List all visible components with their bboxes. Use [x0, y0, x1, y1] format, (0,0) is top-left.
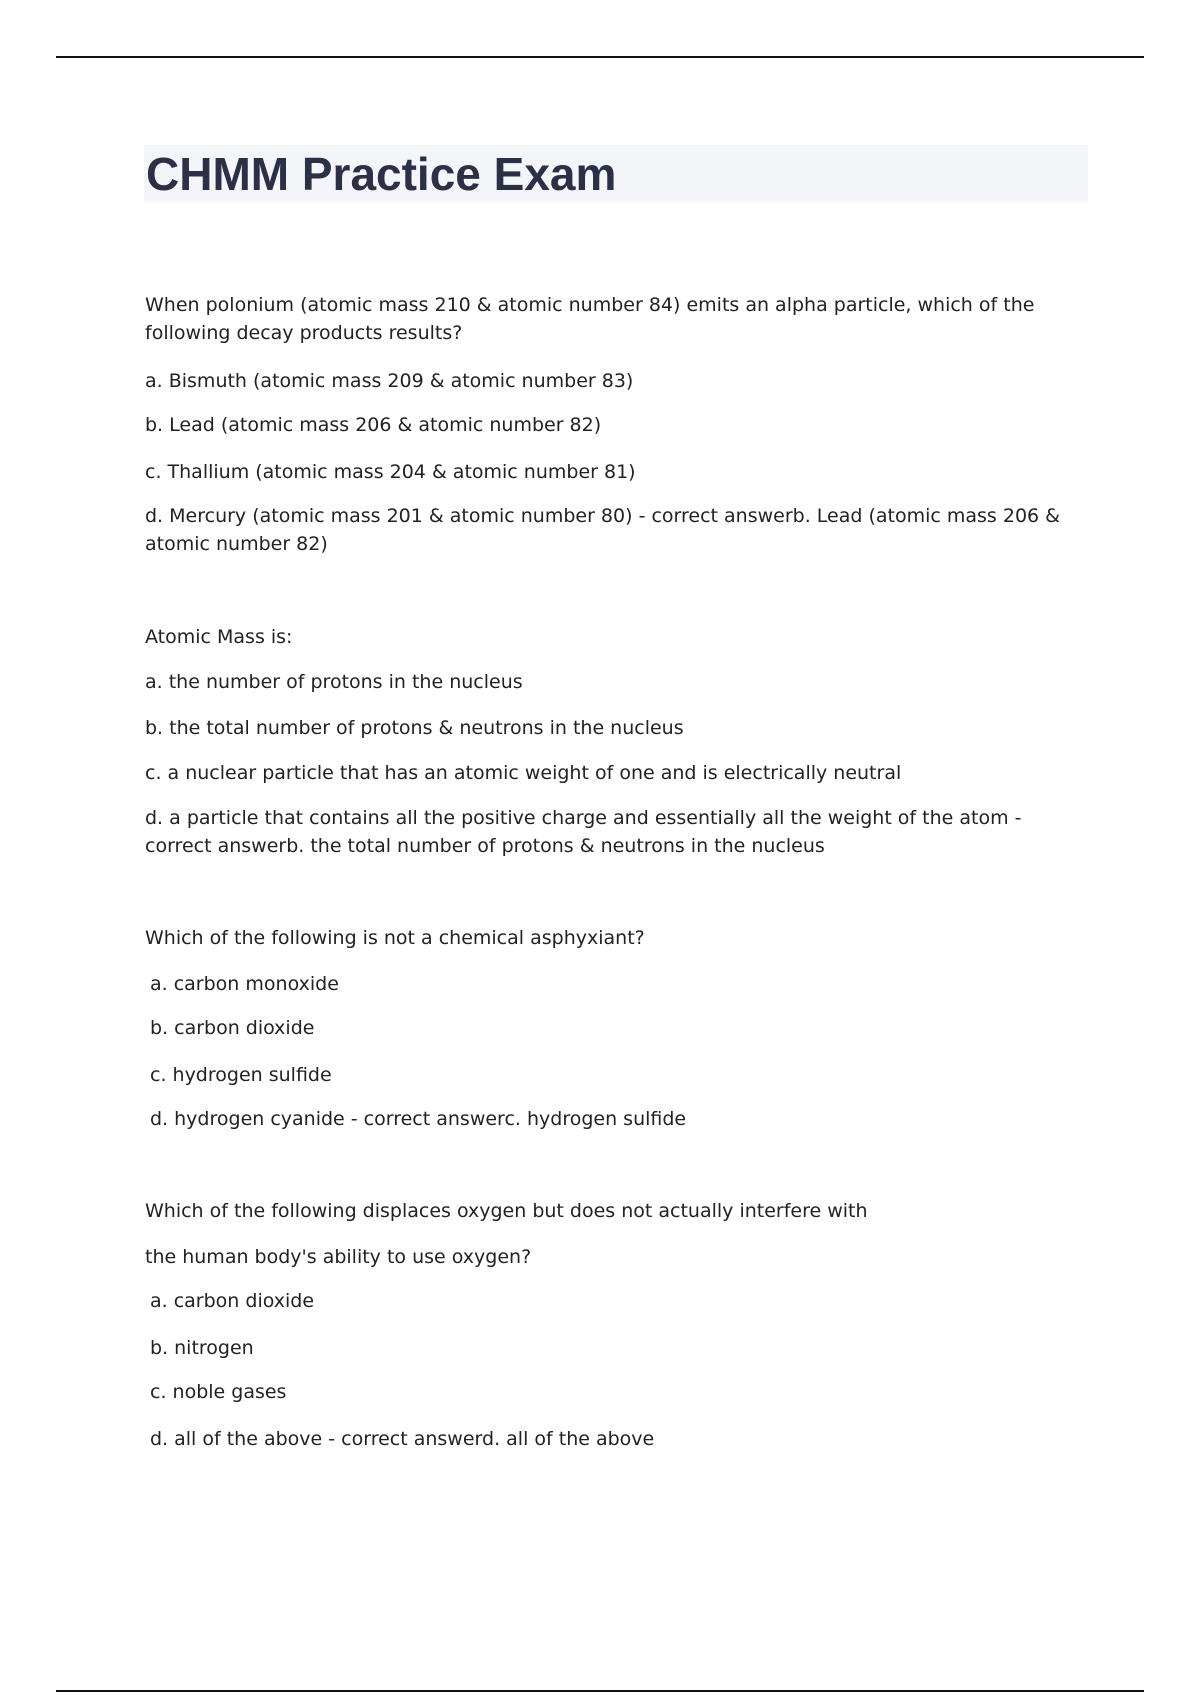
- question-4-stem-line-2: the human body's ability to use oxygen?: [145, 1246, 532, 1268]
- question-4-option-a: a. carbon dioxide: [150, 1290, 315, 1312]
- question-2-option-c: c. a nuclear particle that has an atomic weight of one and is electrically neutral: [145, 762, 902, 784]
- question-4-stem-line-1: Which of the following displaces oxygen but does not actually interfere with: [145, 1200, 868, 1222]
- question-1-option-d-wrap: [145, 502, 1075, 558]
- page-title: CHMM Practice Exam: [146, 148, 617, 200]
- question-3-option-d: d. hydrogen cyanide - correct answerc. hydrogen sulfide: [150, 1108, 687, 1130]
- question-3-stem: Which of the following is not a chemical asphyxiant?: [145, 927, 645, 949]
- question-2-option-d: d. a particle that contains all the positive charge and essentially all the weight of the atom - correct answerb. the total number of protons & neutrons in the nucleus: [145, 807, 1022, 857]
- question-1-option-a: a. Bismuth (atomic mass 209 & atomic number 83): [145, 370, 634, 392]
- question-2-option-a: a. the number of protons in the nucleus: [145, 671, 523, 693]
- question-3-option-c: c. hydrogen sulfide: [150, 1064, 332, 1086]
- question-4-option-d: d. all of the above - correct answerd. all of the above: [150, 1428, 655, 1450]
- question-2-option-b: b. the total number of protons & neutrons in the nucleus: [145, 717, 684, 739]
- question-1-option-c: c. Thallium (atomic mass 204 & atomic number 81): [145, 461, 636, 483]
- question-1-option-d: d. Mercury (atomic mass 201 & atomic number 80) - correct answerb. Lead (atomic mass 206 & atomic number 82): [145, 505, 1060, 555]
- question-3-option-a: a. carbon monoxide: [150, 973, 339, 995]
- question-2-stem: Atomic Mass is:: [145, 626, 293, 648]
- footer-rule: [56, 1690, 1144, 1692]
- question-1: [145, 291, 1075, 347]
- header-rule: [56, 56, 1144, 58]
- question-4-option-b: b. nitrogen: [150, 1337, 254, 1359]
- question-3-option-b: b. carbon dioxide: [150, 1017, 315, 1039]
- question-4-option-c: c. noble gases: [150, 1381, 287, 1403]
- question-2-option-d-wrap: [145, 804, 1075, 860]
- question-1-stem: When polonium (atomic mass 210 & atomic number 84) emits an alpha particle, which of the following decay products results?: [145, 294, 1035, 344]
- question-1-option-b: b. Lead (atomic mass 206 & atomic number 82): [145, 414, 602, 436]
